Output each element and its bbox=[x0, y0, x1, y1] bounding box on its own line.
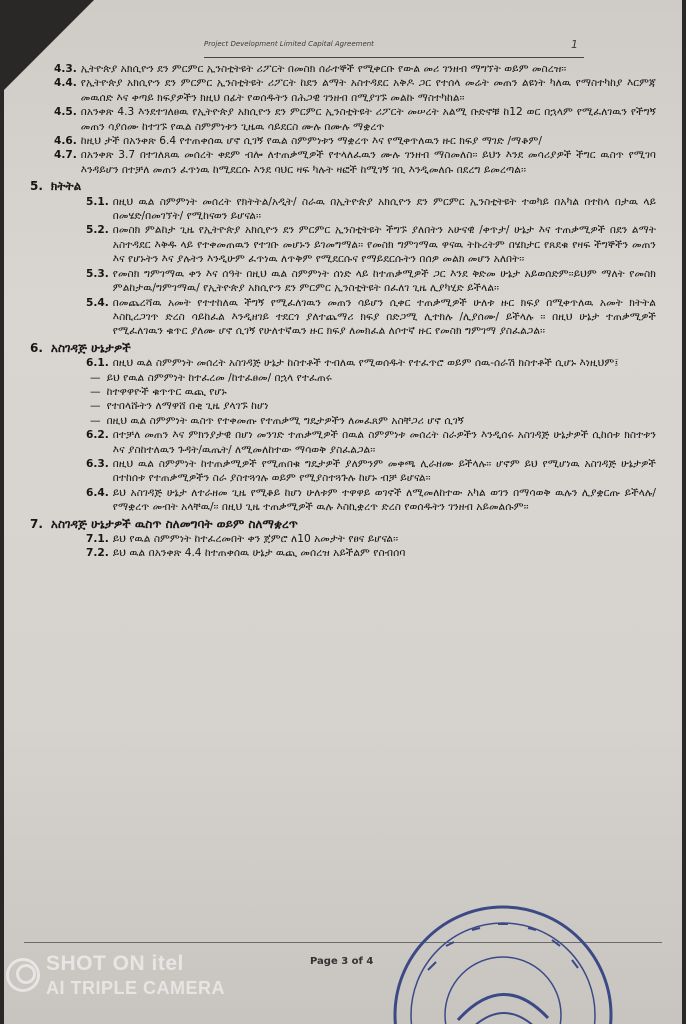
clause-number: 6.4. bbox=[86, 486, 109, 499]
clause bbox=[30, 296, 656, 339]
clause bbox=[30, 134, 656, 148]
section-title: ክትትል bbox=[50, 179, 82, 194]
clause-text: ይህ የዉል ስምምነት ከተፈረመበት ቀን ጀምሮ ለ10 አመታት የፀና ይሆናል፡፡ bbox=[112, 533, 399, 545]
clause-text: ይህ አስገዳጅ ሁኔታ ለተራዘመ ጊዜ የሚቆይ ከሆነ ሁለቱም ተዋዋይ ወገኖች ለሚመለከተው አካል ወገን በማሳወቅ ዉሉን ሊያቋርጡ ይችላሉ/የማቋረጥ መብት አላቸዉ/፡፡ በዚህ ጊዜ ተጠቃሚዎች ዉሉ እስኪቋረጥ ድረስ የወሰዱትን ገንዘብ አይመልሱም፡፡ bbox=[112, 486, 656, 514]
document-page bbox=[4, 0, 682, 1024]
clause bbox=[30, 457, 656, 486]
bullet-text: የተበላሹትን ለማዋሸ በቂ ጊዜ ያላገኙ ከሆነ bbox=[106, 400, 269, 413]
bullet-item bbox=[30, 399, 656, 413]
clause-text: የኢትዮጵያ አክሲዮን ደን ምርምር ኢንስቲትዩት ሪፖርት ከደን ልማት አስተዳደር አቅዶ ጋር የተሰላ መሬት መጠን ልዩነት ካለዉ የማስተካከያ እርምጃ መዉሰድ እና ቀጣይ ክፍያዎችን ክዚህ በፊት የወሰዱትን በሕጋዊ ገንዘብ በሚያገኙ መልኩ ማስተካከል፡፡ bbox=[80, 77, 656, 104]
dash-bullet-icon: — bbox=[90, 371, 101, 384]
clause-number: 5.2. bbox=[86, 224, 109, 237]
bullet-item bbox=[30, 371, 656, 385]
clause-number: 7.2. bbox=[86, 547, 109, 560]
section-number: 6. bbox=[30, 340, 43, 355]
clause bbox=[30, 267, 656, 296]
clause-number: 7.1. bbox=[86, 533, 109, 545]
dash-bullet-icon: — bbox=[90, 400, 101, 413]
clause-text: በአንቀጽ 4.3 እንደተገለፀዉ የኢትዮጵያ አክሲዮን ደን ምርምር ኢንስቲትዩት ሪፖርት መሠረት አልሚ ቡድኖቹ ከ12 ወር በኋላም የሚፈለገዉን የችግኝ መጠን ሳያሰሙ ከተገኙ የዉል ስምምነቱን ጊዜዉ ሳይደርስ ሙሉ በሙሉ ማቋረጥ bbox=[80, 106, 656, 133]
page-label: Page 3 of 4 bbox=[310, 956, 374, 967]
clause bbox=[30, 105, 656, 134]
clause-text: የመስክ ግምገማዉ ቀን እና ሰዓት በዚህ ዉል ስምምነት ሰነድ ላይ ከተጠቃሚዎች ጋር እንደ ቅድመ ሁኔታ አይወሰድም፡፡ይህም ማለት የመስክ ምልከታዉ/ግምገማዉ/ የኢትዮጵያ አክሲዮን ደን ምርምር ኢንስቲትዩት በፈለገ ጊዜ ሊያካሂድ ይችላል፡፡ bbox=[112, 267, 656, 295]
clause bbox=[30, 428, 656, 457]
header-text: Project Development Limited Capital Agreement bbox=[204, 40, 374, 48]
clause-number: 5.1. bbox=[86, 195, 109, 208]
section-title: አስገዳጅ ሁኔታዎች bbox=[50, 340, 131, 355]
clause-text: በዚህ ዉል ስምምነት መሰረት የክትትል/አዲት/ ስራዉ በኢትዮጵያ አክሲዮን ደን ምርምር ኢንስቲትዩት ተወካይ በአካል በተከላ በታዉ ላይ በመሄድ/በመገኘት/ የሚከናወን ይሆናል፡፡ bbox=[112, 195, 656, 223]
bullet-text: በዚህ ዉል ስምምነት ዉስጥ የተቀመጡ የተጠቃሚ ግዴታዎችን ለመፈጸም አስቸጋሪ ሆኖ ሲገኝ bbox=[106, 414, 464, 427]
clause-text: በመስክ ምልከታ ጊዜ የኢትዮጵያ አክሲዮን ደን ምርምር ኢንስቲትዩት ችግኙ ያለበትን አሁናዊ /ቀጥታ/ ሁኔታ እና ተጠቃሚዎች በደን ልማት አስተዳደር እቅዱ ላይ የተቀመጠዉን የተገቡ መሆኑን ይገመግማል፡፡ የመስክ ግምገማዉ ዋናዉ ትኩረትም በሄክታር የጸደቁ የዛፍ ችግኞችን መጠን እና የሆኑትን እና ያሉትን እንዲሁም ፈጥነዉ ለጥቅም የሚደርሱና የማይደርሱትን በሰዎ መልክ መሆን አለበት፡፡ bbox=[112, 224, 656, 266]
clause bbox=[30, 486, 656, 515]
section-heading bbox=[30, 179, 656, 193]
clause-number: 6.1. bbox=[86, 357, 109, 370]
bullet-item bbox=[30, 385, 656, 399]
section-title: አስገዳጅ ሁኔታዎች ዉስጥ ስለመግባት ወይም ስለማቋረጥ bbox=[50, 516, 298, 531]
bullet-item bbox=[30, 414, 656, 428]
clause bbox=[30, 532, 656, 546]
camera-lens-inner-icon bbox=[16, 964, 36, 984]
clause-number: 6.2. bbox=[86, 429, 109, 442]
clause-text: በዚህ ዉል ስምምነት ከተጠቃሚዎች የሚጠበቁ ግዴታዎች ያለምንም መቀጫ ሊራዘሙ ይችላሉ፡፡ ሆኖም ይህ የሚሆነዉ አስገዳጅ ሁኔታዎች በተከሰቱ የተጠቃሚዎችን ስራ ያስተጓጎሉ ወይም የሚያስተጓጉሉ ከሆኑ ብቻ ይሆናል፡፡ bbox=[112, 457, 656, 485]
dash-bullet-icon: — bbox=[90, 385, 101, 398]
bullet-text: ይህ የዉል ስምምነት ከተፈረመ /ከተፈፀመ/ በኋላ የተፈጠሩ bbox=[106, 371, 332, 384]
clause bbox=[30, 223, 656, 266]
clause-number: 4.5. bbox=[54, 106, 77, 119]
clause bbox=[30, 195, 656, 224]
clause bbox=[30, 546, 656, 560]
official-stamp bbox=[388, 900, 618, 1024]
section-heading bbox=[30, 517, 656, 531]
header-rule bbox=[204, 57, 584, 58]
page-header bbox=[204, 40, 584, 58]
clause-text: ኢትዮጵያ አክሲዮን ደን ምርምር ኢንስቲትዩት ሪፖርት በመስክ ሰራተኞች የሚቀርቡ የውል መሪ ገንዘብ ማግኘት ወይም መስረዝ፡፡ bbox=[80, 63, 567, 75]
section-number: 5. bbox=[30, 179, 43, 194]
clause-text: በተቻለ መጠን እና ምክንያታዊ በሆነ መንገድ ተጠቃሚዎች በዉል ስምምነቱ መሰረት ስራዎችን እንዲሰሩ አስገዳጅ ሁኔታዎች ሲከሰቱ ክስተቱን እና ያስከተለዉን ጉዳት/ዉጤት/ ለሚመለከተው ማሳወቅ ያስፈልጋል፡፡ bbox=[112, 429, 656, 456]
clause bbox=[30, 76, 656, 105]
watermark-line-1: SHOT ON itel bbox=[46, 952, 184, 975]
clause bbox=[30, 62, 656, 76]
clause-number: 4.4. bbox=[54, 77, 77, 90]
clause-number: 5.3. bbox=[86, 267, 109, 280]
bullet-text: ከተዋዋዮች ቁጥጥር ዉጪ የሆኑ bbox=[106, 385, 227, 398]
header-page-number: 1 bbox=[571, 38, 578, 51]
clause bbox=[30, 356, 656, 370]
watermark-line-2: AI TRIPLE CAMERA bbox=[46, 978, 225, 998]
document-body bbox=[30, 62, 656, 561]
clause-number: 6.3. bbox=[86, 457, 109, 470]
camera-watermark bbox=[0, 948, 300, 1018]
clause-text: በዚህ ዉል ስምምነት መሰረት አስገዳጅ ሁኔታ ከስተቶች ተብለዉ የሚወሰዱት የተፈጥሮ ወይም ሰዉ-ሰራሽ ክስተቶች ሲሆኑ እነዚህም፤ bbox=[112, 357, 619, 370]
clause bbox=[30, 148, 656, 177]
clause-number: 5.4. bbox=[86, 296, 109, 309]
clause-text: ይህ ዉል በአንቀጽ 4.4 ከተጠቀሰዉ ሁኔታ ዉጪ መሰረዝ አይችልም የስብሰባ bbox=[112, 547, 406, 560]
clause-text: በአንቀጽ 3.7 በተገለጸዉ መሰረት ቀደም ብሎ ለተጠቃሚዎች የተላለፈዉን ሙሉ ገንዘብ ማስመለስ፡፡ ይህን እንደ መሳሪያዎች ችግር ዉስጥ የሚገባ እንዳይሆን በተቻለ መጠን ፈጥነዉ ከሚደርሱ እንደ ባህር ዛፍ ካሉት ዛፎች ከሚገኝ ገቢ እንዲመለሱ በደረግ ይመረጣል፡፡ bbox=[80, 149, 656, 176]
clause-number: 4.3. bbox=[54, 63, 77, 75]
clause-number: 4.7. bbox=[54, 149, 77, 162]
clause-number: 4.6. bbox=[54, 135, 77, 148]
section-number: 7. bbox=[30, 516, 43, 531]
clause-text: በመጨረሻዉ አመት የተተከለዉ ችግኝ የሚፈለገዉን መጠን ሳይሆን ሲቀር ተጠቃሚዎች ሁለቱ ዙር ክፍያ በሚቀጥለዉ አመት ክትትል እስኪረጋገጥ ድረስ ሳይከፈል እንዲዘገይ ተደርጎ ያለተጨማሪ ክፍያ በድጋሚ ሊተክሉ /ሊያሰሙ/ ይችላሉ ፡፡ በዚህ ሁኔታ ተጠቃሚዎች የሚፈለገዉን ቁጥር ያለሙ ሆኖ ሲገኝ የሁለተኛዉን ዙር ክፍያ ለመክፈል ለሶተኛ ዙር የመስክ ግምገማ ያስፈልጋል፡፡ bbox=[112, 296, 656, 338]
clause-text: ከዚህ ታች በአንቀጽ 6.4 የተጠቀሰዉ ሆኖ ሲገኝ የዉል ስምምነቱን ማቋረጥ እና የሚቀጥለዉን ዙር ክፍያ ማገድ /ማቆም/ bbox=[80, 135, 542, 148]
dash-bullet-icon: — bbox=[90, 414, 101, 427]
section-heading bbox=[30, 341, 656, 355]
